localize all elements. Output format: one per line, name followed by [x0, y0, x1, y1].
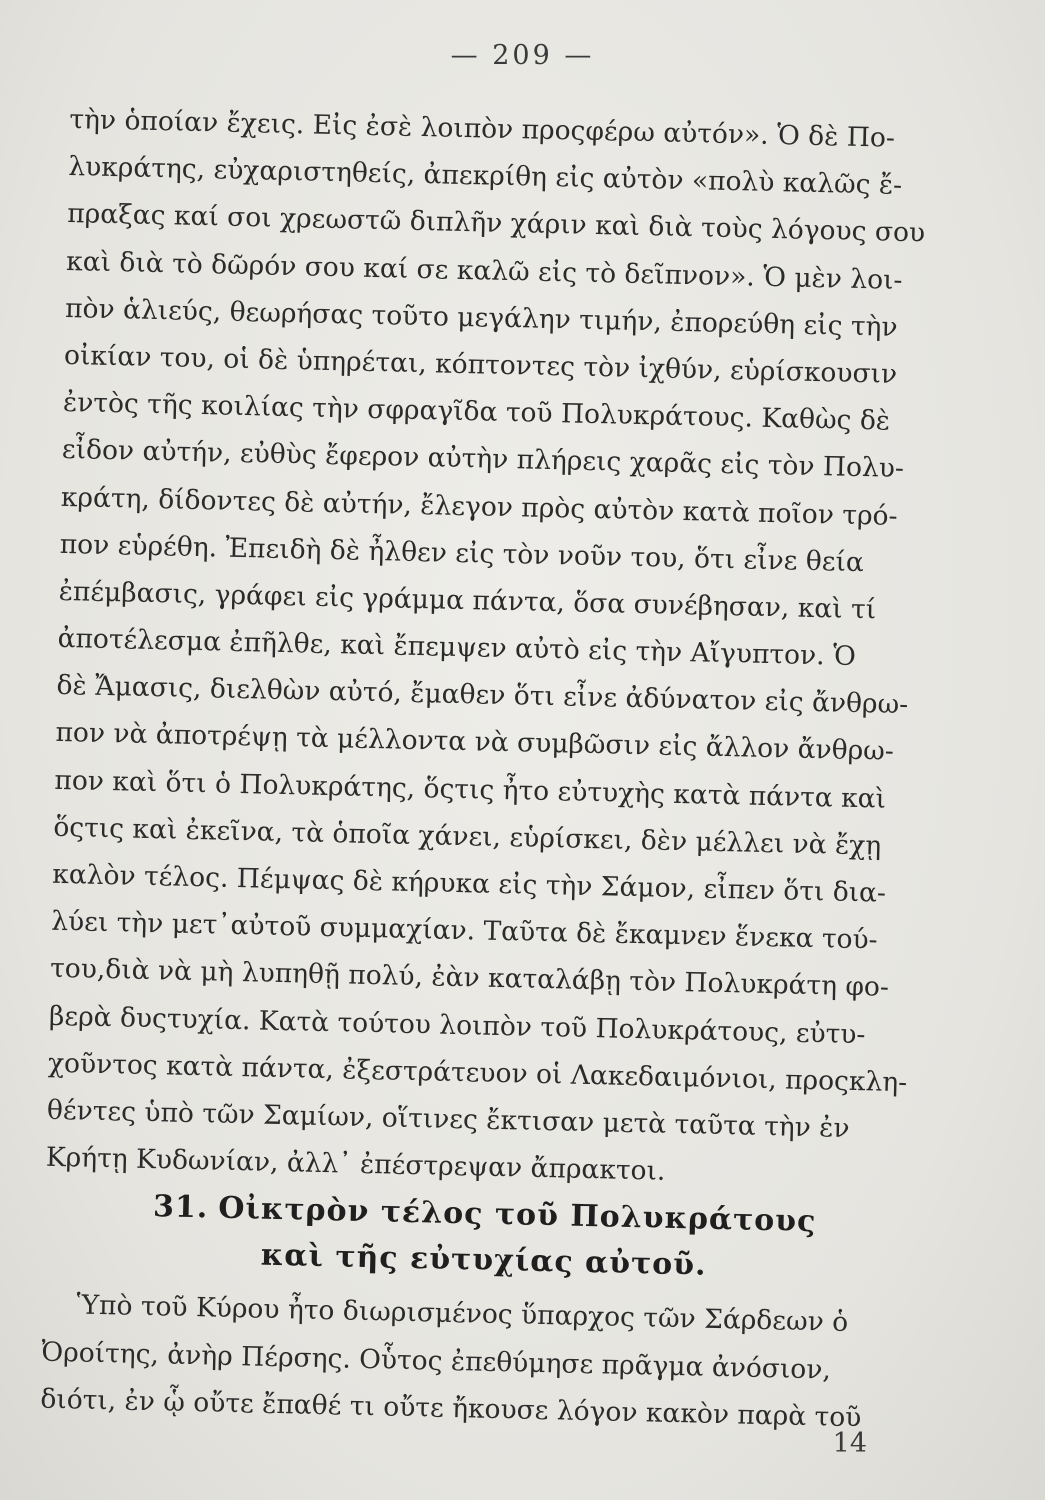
text-line: εἶδον αὐτήν, εὐθὺς ἔφερον αὐτὴν πλήρεις χαρᾶς εἰς τὸν Πολυ-: [61, 434, 905, 485]
text-line: πον εὑρέθη. Ἐπειδὴ δὲ ἦλθεν εἰς τὸν νοῦν του, ὅτι εἶνε θεία: [59, 528, 865, 578]
text-line: ἐπέμβασις, γράφει εἰς γράμμα πάντα, ὅσα συνέβησαν, καὶ τί: [58, 575, 877, 626]
text-line: πὸν ἁλιεύς, θεωρήσας τοῦτο μεγάλην τιμήν, ἐπορεύθη εἰς τὴν: [64, 292, 898, 343]
text-line: οἰκίαν του, οἱ δὲ ὑπηρέται, κόπτοντες τὸν ἰχθύν, εὑρίσκουσιν: [63, 339, 898, 390]
text-line: δὲ Ἄμασις, διελθὼν αὐτό, ἔμαθεν ὅτι εἶνε ἀδύνατον εἰς ἄνθρω-: [56, 670, 909, 721]
text-line: καὶ διὰ τὸ δῶρόν σου καί σε καλῶ εἰς τὸ δεῖπνον». Ὁ μὲν λοι-: [65, 245, 903, 296]
text-line: πραξας καί σοι χρεωστῶ διπλῆν χάριν καὶ διὰ τοὺς λόγους σου: [66, 198, 926, 249]
text-line: λύει τὴν μετ᾽αὐτοῦ συμμαχίαν. Ταῦτα δὲ ἔκαμνεν ἕνεκα τού-: [50, 905, 878, 956]
section-number: 31.: [152, 1189, 209, 1226]
text-line: πον καὶ ὅτι ὁ Πολυκράτης, ὅςτις ἦτο εὐτυχὴς κατὰ πάντα καὶ: [54, 764, 887, 815]
text-line: Ὑπὸ τοῦ Κύρου ἦτο διωρισμένος ὕπαρχος τῶν Σάρδεων ὁ: [76, 1289, 849, 1339]
signature-mark: 14: [832, 1428, 867, 1459]
main-text-block: [40, 96, 950, 1442]
text-line: τὴν ὁποίαν ἔχεις. Εἰς ἐσὲ λοιπὸν προςφέρω αὐτόν». Ὁ δὲ Πο-: [69, 103, 896, 154]
text-line: χοῦντος κατὰ πάντα, ἐξεστράτευον οἱ Λακεδαιμόνιοι, προςκλη-: [47, 1047, 908, 1098]
section-title-text: Οἰκτρὸν τέλος τοῦ Πολυκράτους: [217, 1190, 817, 1240]
text-line: πον νὰ ἀποτρέψῃ τὰ μέλλοντα νὰ συμβῶσιν εἰς ἄλλον ἄνθρω-: [55, 717, 895, 768]
text-line: του,διὰ νὰ μὴ λυπηθῇ πολύ, ἐὰν καταλάβῃ τὸν Πολυκράτη φο-: [49, 953, 890, 1004]
text-line: λυκράτης, εὐχαριστηθείς, ἀπεκρίθη εἰς αὐτὸν «πολὺ καλῶς ἔ-: [68, 151, 903, 202]
text-line: ἀποτέλεσμα ἐπῆλθε, καὶ ἔπεμψεν αὐτὸ εἰς τὴν Αἴγυπτον. Ὁ: [57, 622, 857, 673]
text-line: θέντες ὑπὸ τῶν Σαμίων, οἵτινες ἔκτισαν μετὰ ταῦτα τὴν ἐν: [46, 1094, 850, 1144]
text-line: βερὰ δυςτυχία. Κατὰ τούτου λοιπὸν τοῦ Πολυκράτους, εὐτυ-: [48, 1000, 866, 1050]
text-line: διότι, ἐν ᾧ οὔτε ἔπαθέ τι οὔτε ἤκουσε λόγον κακὸν παρὰ τοῦ: [40, 1383, 862, 1433]
text-line: Κρήτῃ Κυδωνίαν, ἀλλ᾽ ἐπέστρεψαν ἄπρακτοι.: [45, 1141, 666, 1187]
text-line: Ὀροίτης, ἀνὴρ Πέρσης. Οὗτος ἐπεθύμησε πρᾶγμα ἀνόσιον,: [41, 1336, 832, 1386]
text-line: κράτη, δίδοντες δὲ αὐτήν, ἔλεγον πρὸς αὐτὸν κατὰ ποῖον τρό-: [60, 481, 898, 532]
section-title-line-2: καὶ τῆς εὐτυχίας αὐτοῦ.: [260, 1237, 707, 1284]
page-number-header: — 209 —: [450, 40, 595, 71]
text-line: καλὸν τέλος. Πέμψας δὲ κήρυκα εἰς τὴν Σάμον, εἶπεν ὅτι δια-: [51, 858, 887, 909]
text-line: ὅςτις καὶ ἐκεῖνα, τὰ ὁποῖα χάνει, εὑρίσκει, δὲν μέλλει νὰ ἔχῃ: [53, 811, 882, 862]
section-heading: [43, 1181, 925, 1301]
text-line: ἐντὸς τῆς κοιλίας τὴν σφραγῖδα τοῦ Πολυκράτους. Καθὼς δὲ: [62, 387, 891, 437]
